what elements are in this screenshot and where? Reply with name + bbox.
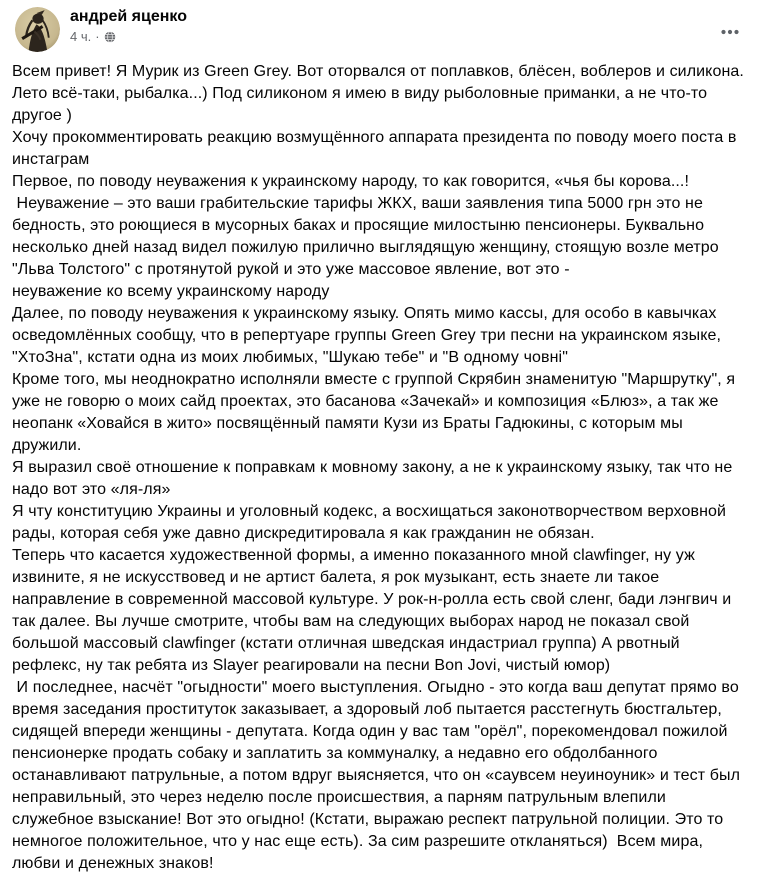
post-paragraph: Далее, по поводу неуважения к украинскому языку. Опять мимо кассы, для особо в кавычках осведомлённых сообщу, что в репертуаре группы Green Grey три песни на украинском языке, "ХтоЗна", кстати одна из моих любимых, "Шукаю тебе" и "В одному човні" [12,305,726,366]
post-header [0,0,762,52]
post-paragraph: Я чту конституцию Украины и уголовный кодекс, а восхищаться законотворчеством верховной рады, которая себя уже давно дискредитировала я как гражданин не обязан. [12,503,731,542]
post-paragraph: неуважение ко всему украинскому народу [12,283,330,300]
globe-icon [104,31,116,43]
post-paragraph: Я выразил своё отношение к поправкам к мовному закону, а не к украинскому языку, так что не надо вот это «ля-ля» [12,459,737,498]
post-paragraph: Теперь что касается художественной формы, а именно показанного мной clawfinger, ну уж извините, я не искусствовед и не артист балета, я рок музыкант, есть знаете ли такое направление в современной массовой культуре. У рок-н-ролла есть свой сленг, бади лэнгвич и так далее. Вы лучше смотрите, чтобы вам на следующих выборах народ не показал свой большой массовый clawfinger (кстати отличная шведская индастриал группа) А рвотный рефлекс, ну так ребята из Slayer реагировали на песни Bon Jovi, чистый юмор) [12,547,736,674]
post-paragraph: И последнее, насчёт "огыдности" моего выступления. Огыдно - это когда ваш депутат прямо во время заседания проституток заказывает, а здоровый лоб пытается расстегнуть бюстгальтер, сидящей впереди женщины - депутата. Когда один у вас там "орёл", порекомендовал пожилой пенсионерке продать собаку и заплатить за коммуналку, а недавно его обдолбанного останавливают патрульные, а потом вдруг выясняется, что он «саувсем неуиноуник» и тест был неправильный, это через неделю после происшествия, а парням патрульным влепили служебное взыскание! Вот это огыдно! (Кстати, выражаю респект патрульной полиции. Это то немногое положительное, что у нас еще есть). За сим разрешите откланяться) Всем мира, любви и денежных знаков! [12,679,745,872]
avatar[interactable] [15,7,60,52]
post-paragraph: Неуважение – это ваши грабительские тарифы ЖКХ, ваши заявления типа 5000 грн это не бедность, это роющиеся в мусорных баках и просящие милостыню пенсионеры. Буквально несколько дней назад видел пожилую прилично выглядящую женщину, стоящую возле метро "Льва Толстого" с протянутой рукой и это уже массовое явление, вот это - [12,195,724,278]
post-options-button[interactable] [714,19,746,45]
post-paragraph: Хочу прокомментировать реакцию возмущённого аппарата президента по поводу моего поста в инстаграм [12,129,742,168]
ellipsis-icon [720,22,740,42]
timestamp-link[interactable]: 4 ч. [70,29,92,44]
post-paragraph: Кроме того, мы неоднократно исполняли вместе с группой Скрябин знаменитую "Маршрутку", я уже не говорю о моих сайд проектах, это басанова «Зачекай» и композиция «Блюз», а так же неопанк «Ховайся в жито» посвящённый памяти Кузи из Браты Гадюкины, с которым мы дружили. [12,371,740,454]
post-text [0,52,762,883]
post-paragraph: Первое, по поводу неуважения к украинскому народу, то как говорится, «чья бы корова...! [12,173,689,190]
user-photo-avatar [15,7,60,52]
header-info [70,7,714,45]
author-name-link[interactable]: андрей яценко [70,8,187,25]
meta-separator: · [95,29,100,44]
post-meta [70,29,714,45]
post-paragraph: Всем привет! Я Мурик из Green Grey. Вот оторвался от поплавков, блёсен, воблеров и силикона. Лето всё-таки, рыбалка...) Под силиконом я имею в виду рыболовные приманки, а не что-то другое ) [12,63,749,124]
